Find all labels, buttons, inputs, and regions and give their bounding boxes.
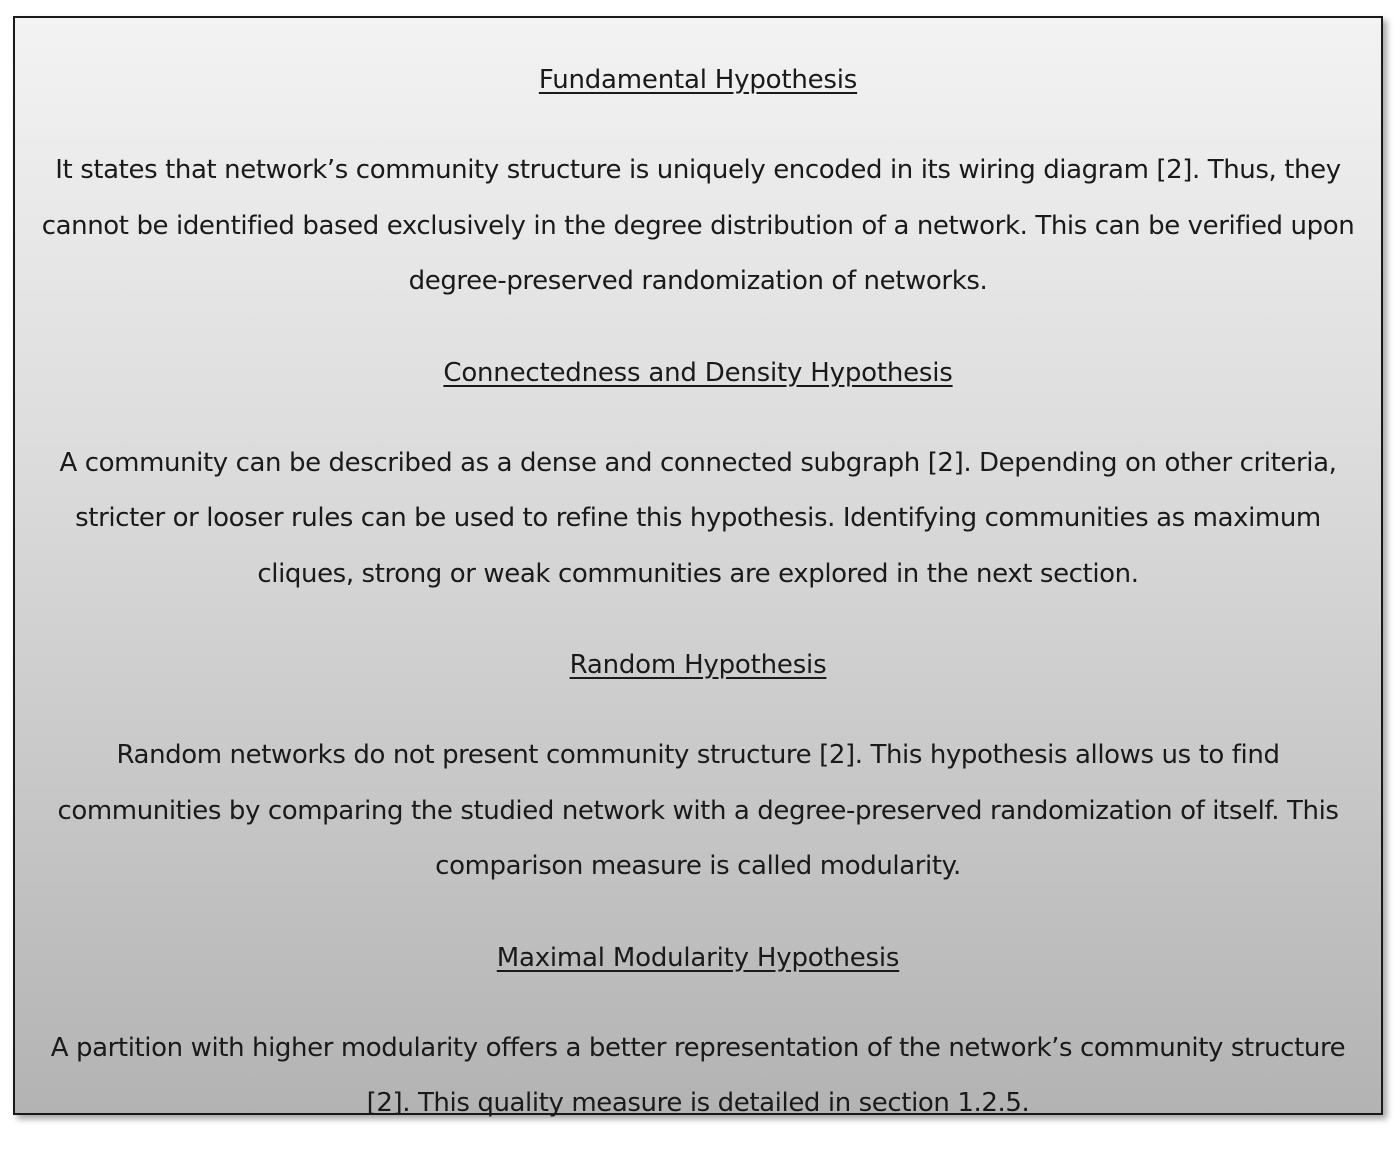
- section-heading-maximal-modularity: Maximal Modularity Hypothesis: [496, 942, 900, 973]
- section-body-maximal-modularity: A partition with higher modularity offers a better representation of the network’s community structure [2]. This quality measure is detailed in section 1.2.5.: [50, 1032, 1346, 1118]
- section-heading-fundamental: Fundamental Hypothesis: [538, 65, 858, 95]
- section-heading-random: Random Hypothesis: [569, 650, 827, 680]
- section-body-random: Random networks do not present community structure [2]. This hypothesis allows us to find communities by comparing the studied network with a degree-preserved randomization of itself. This comparison measure is called modularity.: [57, 740, 1339, 881]
- hypotheses-content: [15, 58, 1381, 1173]
- section-body-fundamental: It states that network’s community structure is uniquely encoded in its wiring diagram [2]. Thus, they cannot be identified based exclusively in the degree distribution of a network. This can be verified upon degree-preserved randomization of networks.: [41, 155, 1355, 296]
- hypotheses-box: [13, 16, 1383, 1118]
- section-heading-connectedness: Connectedness and Density Hypothesis: [443, 357, 953, 388]
- section-body-connectedness: A community can be described as a dense and connected subgraph [2]. Depending on other criteria, stricter or looser rules can be used to refine this hypothesis. Identifying communities as maximum cliques, strong or weak communities are explored in the next section.: [59, 447, 1337, 589]
